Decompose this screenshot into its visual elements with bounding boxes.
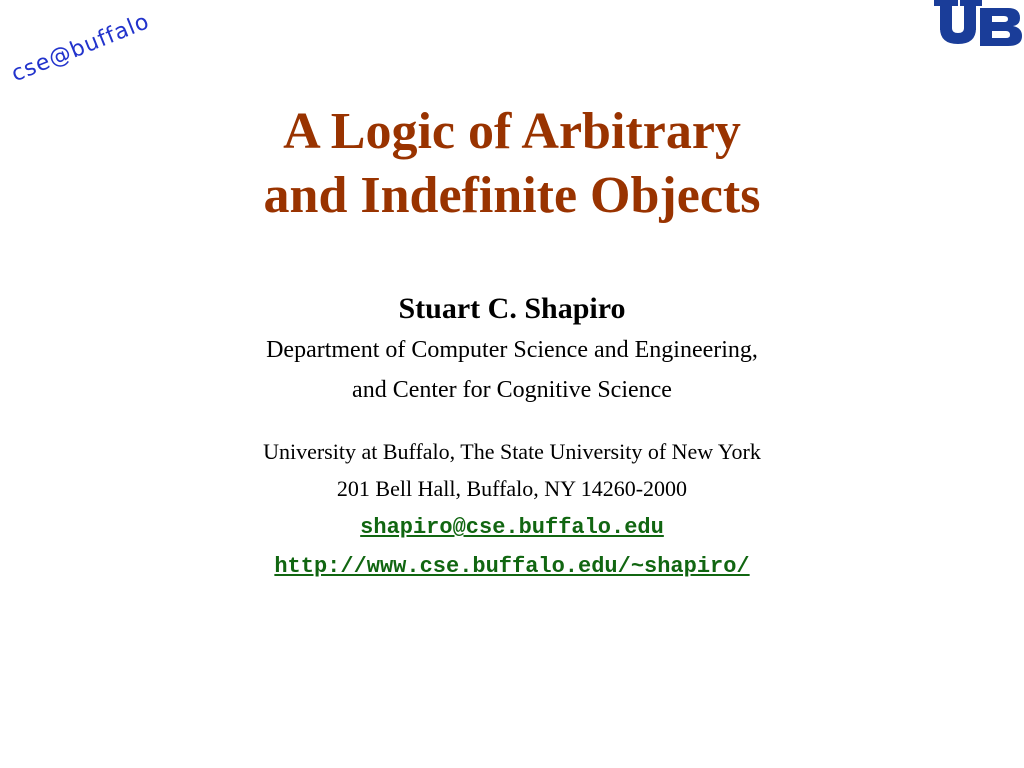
email-link[interactable]: shapiro@cse.buffalo.edu — [360, 515, 664, 540]
slide-title — [0, 100, 1024, 228]
department-line-1: Department of Computer Science and Engineering, — [266, 337, 758, 363]
author-block — [0, 288, 1024, 410]
address-line: 201 Bell Hall, Buffalo, NY 14260-2000 — [336, 476, 688, 501]
homepage-link[interactable]: http://www.cse.buffalo.edu/~shapiro/ — [274, 554, 750, 579]
department-line-2: and Center for Cognitive Science — [352, 377, 672, 403]
university-line: University at Buffalo, The State University of New York — [263, 439, 761, 464]
ub-logo-icon — [934, 0, 1024, 48]
cse-buffalo-tag: cse@buffalo — [8, 9, 154, 88]
title-line-2: and Indefinite Objects — [263, 167, 761, 224]
affiliation-block — [0, 433, 1024, 585]
title-line-1: A Logic of Arbitrary — [283, 103, 741, 160]
author-name: Stuart C. Shapiro — [398, 292, 626, 325]
